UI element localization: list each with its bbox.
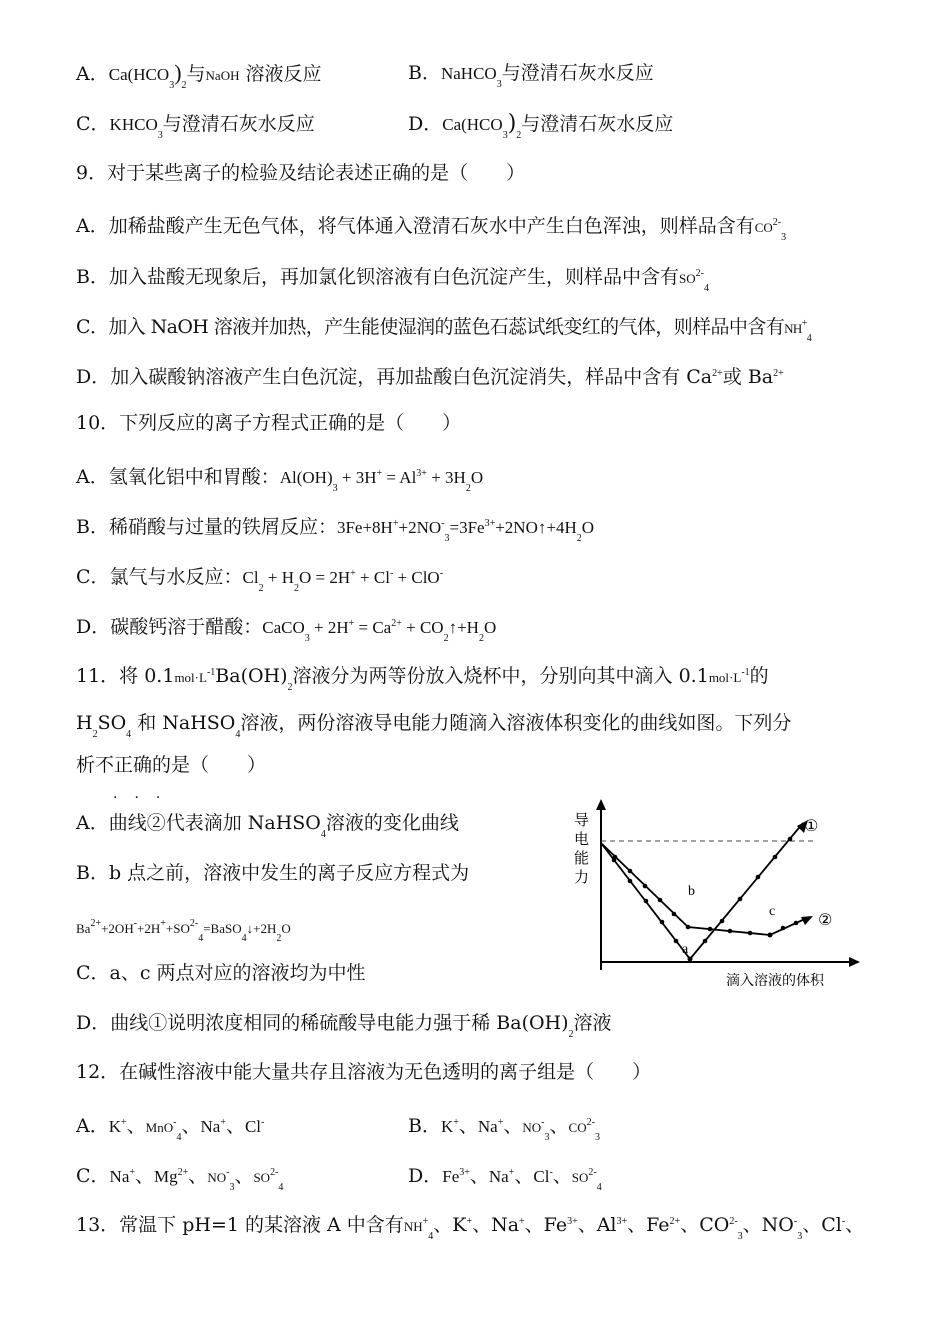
point-a-marker: [688, 957, 693, 962]
point-c-label: c: [769, 904, 776, 919]
x-axis-label: 滴入溶液的体积: [726, 973, 824, 989]
q12-options-ab: A．K+、MnO-$_4$、Na+、Cl- B．K+、Na+、$NO^-_3$、$CO^{2-}_3$: [76, 1110, 264, 1151]
curve-2-label: ②: [818, 910, 833, 929]
q8-option-b: B．NaHCO$_3$与澄清石灰水反应: [408, 62, 654, 90]
point-b-label: b: [688, 884, 695, 899]
q12-stem: 12．在碱性溶液中能大量共存且溶液为无色透明的离子组是（ ）: [76, 1061, 652, 1083]
q9-option-d: D．加入碳酸钠溶液产生白色沉淀，再加盐酸白色沉淀消失，样品中含有 $Ca^{2+}$或 $Ba^{2+}$: [76, 366, 784, 388]
x-axis-arrow: [849, 957, 860, 967]
point-c-marker: [768, 933, 773, 938]
q10-option-a: A．氢氧化铝中和胃酸：$Al(OH)_3 + 3H^+ = Al^{3+} + 3H_2O$: [76, 466, 484, 494]
q9-stem: 9．对于某些离子的检验及结论表述正确的是（ ）: [76, 162, 526, 184]
y-axis-arrow: [596, 799, 606, 810]
y-label-4: 力: [574, 868, 590, 886]
q13-stem: 13．常温下 pH=1 的某溶液 A 中含有$NH^+_4$、K+、Na+、$Fe^{3+}$、$Al^{3+}$、$Fe^{2+}$、$CO^{2-}_3$、$NO^-_3$、Cl-、: [76, 1214, 865, 1242]
conductivity-graph: [570, 795, 870, 995]
q11-option-a: A．曲线②代表滴加 NaHSO$_4$溶液的变化曲线: [76, 812, 459, 840]
q8-options-cd: C．$KHCO_3$与澄清石灰水反应 D．$Ca(HCO_3)_2$与澄清石灰水反应: [76, 111, 315, 149]
curve-1-label: ①: [804, 816, 819, 835]
y-label-1: 导: [574, 811, 590, 829]
y-label-3: 能: [574, 849, 590, 867]
q12-option-d: D．$Fe^{3+}$、Na+、Cl-、$SO^{2-}_4$: [408, 1165, 602, 1193]
q10-option-b: B．稀硝酸与过量的铁屑反应：$3Fe+8H^++2NO^-_3=3Fe^{3+}+2NO↑+4H_2O$: [76, 516, 595, 544]
q9-option-c: C．加入 NaOH 溶液并加热，产生能使湿润的蓝色石蕊试纸变红的气体，则样品中含有$NH^+_4$: [76, 316, 812, 344]
q12-options-cd: C．Na+、$Mg^{2+}$、$NO^-_3$、$SO^{2-}_4$ D．$Fe^{3+}$、Na+、Cl-、$SO^{2-}_4$: [76, 1160, 283, 1201]
q12-option-b: B．K+、Na+、$NO^-_3$、$CO^{2-}_3$: [408, 1115, 600, 1143]
q8-a-formula: $Ca(HCO_3)_2$: [108, 60, 187, 91]
q9-option-a: A．加稀盐酸产生无色气体，将气体通入澄清石灰水中产生白色浑浊，则样品含有$CO^{2-}_3$: [76, 215, 787, 243]
y-label-2: 电: [574, 830, 590, 848]
q11-option-c: C．a、c 两点对应的溶液均为中性: [76, 962, 366, 984]
point-a-label: a: [682, 942, 689, 957]
q8-options-ab: A．$Ca(HCO_3)_2$与NaOH 溶液反应 B．NaHCO$_3$与澄清石灰水反应: [76, 60, 322, 99]
q11-stem-line1: 11．将 $0.1mol\cdot L^{-1}Ba(OH)_2$溶液分为两等份放入烧杯中，分别向其中滴入 $0.1mol\cdot L^{-1}$的: [76, 665, 769, 693]
q11-stem-line2: $H_2SO_4$ 和 NaHSO$_4$溶液，两份溶液导电能力随滴入溶液体积变化的曲线如图。下列分: [76, 712, 792, 740]
q10-option-d: D．碳酸钙溶于醋酸：CaCO$_3$ + $2H^+ = Ca^{2+}$ + $CO_2↑+H_2O$: [76, 616, 497, 644]
q11-option-b: B．b 点之前，溶液中发生的离子反应方程式为: [76, 862, 470, 884]
curve-1: [601, 823, 803, 959]
q10-option-c: C．氯气与水反应：$Cl_2 + H_2O = 2H^+ + Cl^- + ClO^-$: [76, 566, 444, 594]
curve-1-points: [612, 837, 793, 944]
q8-option-d: D．$Ca(HCO_3)_2$与澄清石灰水反应: [408, 111, 674, 141]
curve-2-arrow: [801, 916, 813, 925]
q11-option-b-equation: $Ba^{2+}+2OH^-+2H^++SO^{2-}_4=BaSO_4↓+2H_2O$: [76, 918, 291, 944]
emphasis-dots: ···: [113, 790, 178, 806]
q8-a-label: A．: [76, 63, 109, 85]
q10-stem: 10．下列反应的离子方程式正确的是（ ）: [76, 412, 462, 434]
q9-option-b: B．加入盐酸无现象后，再加氯化钡溶液有白色沉淀产生，则样品中含有$SO^{2-}_4$: [76, 266, 709, 294]
q11-option-d: D．曲线①说明浓度相同的稀硫酸导电能力强于稀 $Ba(OH)_2$溶液: [76, 1012, 612, 1040]
q11-stem-line3: 析不正确的是（ ）: [76, 754, 267, 776]
